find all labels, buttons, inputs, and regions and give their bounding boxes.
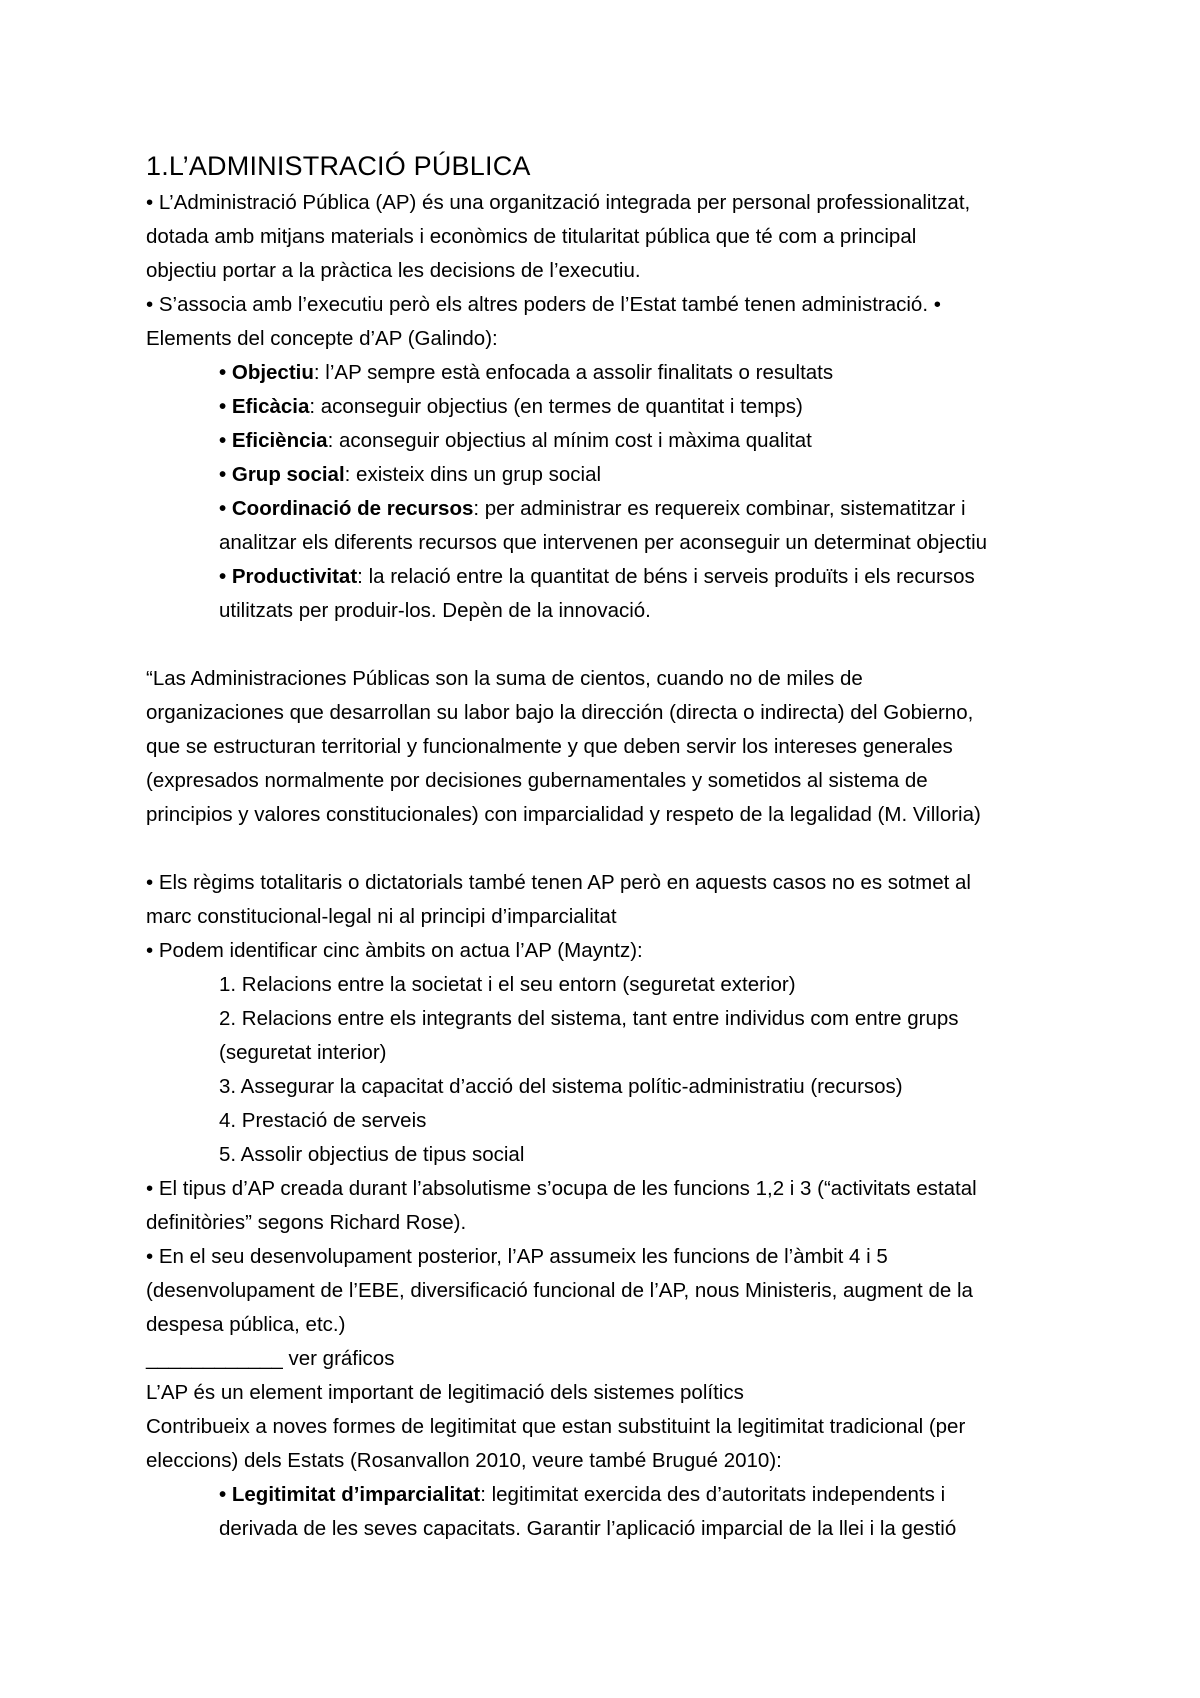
list-item: [146, 1478, 1086, 1512]
text-line: Elements del concepte d’AP (Galindo):: [146, 327, 498, 350]
term: • Grup social: [219, 463, 345, 486]
text-line: Contribueix a noves formes de legitimitat que estan substituint la legitimitat tradicional (per: [146, 1415, 966, 1438]
definition: : aconseguir objectius (en termes de quantitat i temps): [309, 395, 803, 418]
text-line: • El tipus d’AP creada durant l’absolutisme s’ocupa de les funcions 1,2 i 3 (“activitats estatal: [146, 1177, 977, 1200]
text-line: marc constitucional-legal ni al principi d’imparcialitat: [146, 905, 617, 928]
definition: derivada de les seves capacitats. Garantir l’aplicació imparcial de la llei i la gestió: [219, 1517, 957, 1540]
text-line: • S’associa amb l’executiu però els altres poders de l’Estat també tenen administració. •: [146, 293, 941, 316]
text-line: principios y valores constitucionales) con imparcialidad y respeto de la legalidad (M. Villoria): [146, 803, 981, 826]
text-line: • L’Administració Pública (AP) és una organització integrada per personal professionalitzat,: [146, 191, 971, 214]
term: • Objectiu: [219, 361, 314, 384]
text-line: (desenvolupament de l’EBE, diversificació funcional de l’AP, nous Ministeris, augment de la: [146, 1279, 973, 1302]
list-item: [146, 390, 1086, 424]
term: • Eficiència: [219, 429, 328, 452]
text-line: definitòries” segons Richard Rose).: [146, 1211, 467, 1234]
text-line: organizaciones que desarrollan su labor bajo la dirección (directa o indirecta) del Gobierno,: [146, 701, 974, 724]
regimes-paragraph: [146, 866, 1086, 968]
list-item: [146, 356, 1086, 390]
definition: : legitimitat exercida des d’autoritats independents i: [480, 1483, 946, 1506]
list-item: [146, 492, 1086, 526]
elements-list: [146, 356, 1086, 628]
development-paragraph: [146, 1172, 1086, 1478]
document-page: [146, 146, 1086, 1546]
text-line: (expresados normalmente por decisiones gubernamentales y sometidos al sistema de: [146, 769, 928, 792]
blank-line: [146, 832, 1086, 866]
list-item: 4. Prestació de serveis: [219, 1109, 427, 1132]
text-line: • Podem identificar cinc àmbits on actua l’AP (Mayntz):: [146, 939, 643, 962]
list-item: 1. Relacions entre la societat i el seu entorn (seguretat exterior): [219, 973, 796, 996]
list-item: 2. Relacions entre els integrants del sistema, tant entre individus com entre grups: [219, 1007, 959, 1030]
text-line: que se estructuran territorial y funcionalmente y que deben servir los intereses generales: [146, 735, 953, 758]
definition: : aconseguir objectius al mínim cost i màxima qualitat: [327, 429, 812, 452]
definition: : per administrar es requereix combinar, sistematitzar i: [473, 497, 966, 520]
list-item-continuation: [146, 1512, 1086, 1546]
term: • Eficàcia: [219, 395, 310, 418]
text-line: objectiu portar a la pràctica les decisions de l’executiu.: [146, 259, 641, 282]
blank-line: [146, 628, 1086, 662]
text-line: dotada amb mitjans materials i econòmics de titularitat pública que té com a principal: [146, 225, 917, 248]
text-line: L’AP és un element important de legitimació dels sistemes polítics: [146, 1381, 744, 1404]
text-line: • En el seu desenvolupament posterior, l’AP assumeix les funcions de l’àmbit 4 i 5: [146, 1245, 888, 1268]
definition: analitzar els diferents recursos que intervenen per aconseguir un determinat objectiu: [219, 531, 988, 554]
list-item: 5. Assolir objectius de tipus social: [219, 1143, 525, 1166]
term: • Legitimitat d’imparcialitat: [219, 1483, 481, 1506]
text-line: despesa pública, etc.): [146, 1313, 346, 1336]
quote-paragraph: [146, 662, 1086, 832]
text-line: ____________ ver gráficos: [146, 1347, 395, 1370]
list-item: [146, 424, 1086, 458]
text-line: eleccions) dels Estats (Rosanvallon 2010, veure també Brugué 2010):: [146, 1449, 782, 1472]
definition: : la relació entre la quantitat de béns i serveis produïts i els recursos: [357, 565, 975, 588]
term: • Productivitat: [219, 565, 358, 588]
intro-paragraph: [146, 186, 1086, 356]
ambits-list: [146, 968, 1086, 1172]
text-line: • Els règims totalitaris o dictatorials també tenen AP però en aquests casos no es sotmet al: [146, 871, 971, 894]
definition: utilitzats per produir-los. Depèn de la innovació.: [219, 599, 651, 622]
document-title: 1.L’ADMINISTRACIÓ PÚBLICA: [146, 151, 531, 181]
list-item: [146, 458, 1086, 492]
list-item: [146, 560, 1086, 594]
list-item: 3. Assegurar la capacitat d’acció del sistema polític-administratiu (recursos): [219, 1075, 903, 1098]
list-item-continuation: [146, 594, 1086, 628]
list-item-continuation: [146, 526, 1086, 560]
list-item-continuation: (seguretat interior): [219, 1041, 387, 1064]
term: • Coordinació de recursos: [219, 497, 474, 520]
definition: : l’AP sempre està enfocada a assolir finalitats o resultats: [313, 361, 834, 384]
legitimacy-list: [146, 1478, 1086, 1546]
text-line: “Las Administraciones Públicas son la suma de cientos, cuando no de miles de: [146, 667, 863, 690]
definition: : existeix dins un grup social: [344, 463, 602, 486]
